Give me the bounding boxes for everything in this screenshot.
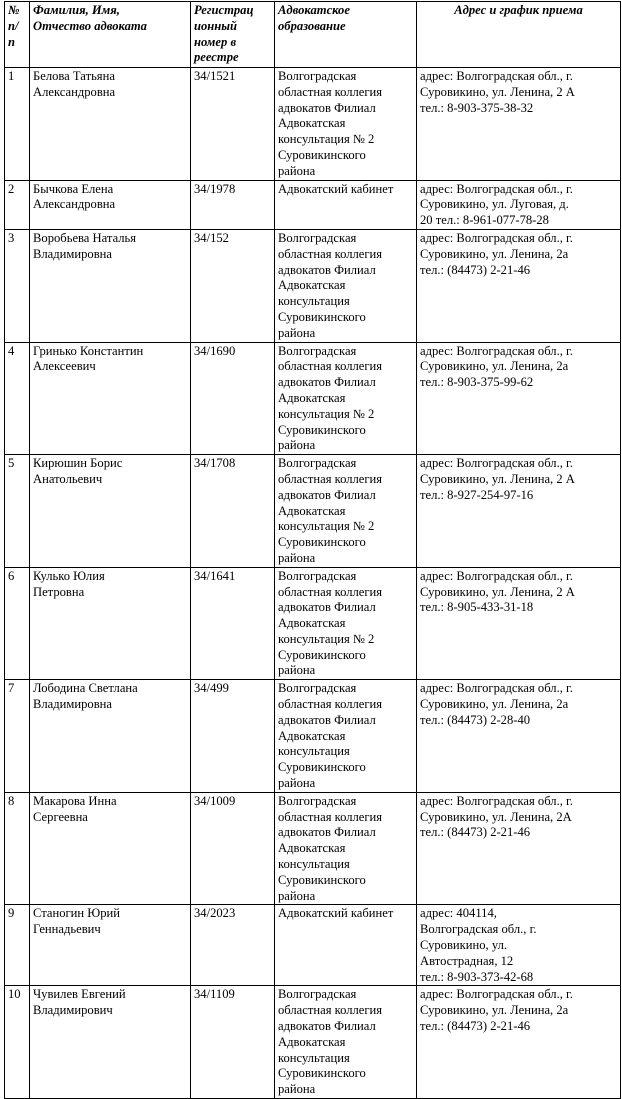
- row-reg: 34/1641: [191, 567, 275, 680]
- row-name: Гринько Константин Алексеевич: [30, 342, 191, 455]
- row-name: Кирюшин Борис Анатольевич: [30, 455, 191, 568]
- row-num: 10: [5, 986, 30, 1099]
- table-row: [5, 680, 621, 793]
- row-name: Белова Татьяна Александровна: [30, 68, 191, 181]
- header-name: Фамилия, Имя, Отчество адвоката: [30, 2, 191, 68]
- row-org: Волгоградская областная коллегия адвокатов Филиал Адвокатская консультация № 2 Суровикинского района: [275, 567, 417, 680]
- row-org: Волгоградская областная коллегия адвокатов Филиал Адвокатская консультация Суровикинского района: [275, 680, 417, 793]
- table-row: [5, 342, 621, 455]
- row-num: 4: [5, 342, 30, 455]
- row-addr: адрес: Волгоградская обл., г. Суровикино, ул. Ленина, 2а тел.: (84473) 2-21-46: [417, 986, 621, 1099]
- header-reg: Регистрац ионный номер в реестре: [191, 2, 275, 68]
- row-reg: 34/1978: [191, 180, 275, 229]
- row-name: Воробьева Наталья Владимировна: [30, 229, 191, 342]
- table-row: [5, 455, 621, 568]
- row-name: Макарова Инна Сергеевна: [30, 792, 191, 905]
- table-row: [5, 986, 621, 1099]
- row-reg: 34/1708: [191, 455, 275, 568]
- row-num: 2: [5, 180, 30, 229]
- row-num: 1: [5, 68, 30, 181]
- table-row: [5, 792, 621, 905]
- row-reg: 34/152: [191, 229, 275, 342]
- table-row: [5, 229, 621, 342]
- row-addr: адрес: 404114, Волгоградская обл., г. Суровикино, ул. Автострадная, 12 тел.: 8-903-373-42-68: [417, 905, 621, 986]
- row-org: Волгоградская областная коллегия адвокатов Филиал Адвокатская консультация № 2 Суровикинского района: [275, 342, 417, 455]
- row-addr: адрес: Волгоградская обл., г. Суровикино, ул. Ленина, 2 А тел.: 8-905-433-31-18: [417, 567, 621, 680]
- row-reg: 34/1009: [191, 792, 275, 905]
- header-num: № п/ п: [5, 2, 30, 68]
- row-name: Бычкова Елена Александровна: [30, 180, 191, 229]
- row-org: Волгоградская областная коллегия адвокатов Филиал Адвокатская консультация Суровикинского района: [275, 229, 417, 342]
- row-org: Волгоградская областная коллегия адвокатов Филиал Адвокатская консультация № 2 Суровикинского района: [275, 455, 417, 568]
- row-reg: 34/2023: [191, 905, 275, 986]
- row-org: Волгоградская областная коллегия адвокатов Филиал Адвокатская консультация Суровикинского района: [275, 986, 417, 1099]
- lawyers-table: [4, 1, 621, 1099]
- table-row: [5, 567, 621, 680]
- table-row: [5, 180, 621, 229]
- row-num: 6: [5, 567, 30, 680]
- row-name: Кулько Юлия Петровна: [30, 567, 191, 680]
- row-org: Волгоградская областная коллегия адвокатов Филиал Адвокатская консультация Суровикинского района: [275, 792, 417, 905]
- header-addr: Адрес и график приема: [417, 2, 621, 68]
- row-num: 5: [5, 455, 30, 568]
- row-name: Чувилев Евгений Владимирович: [30, 986, 191, 1099]
- table-row: [5, 905, 621, 986]
- row-org: Адвокатский кабинет: [275, 180, 417, 229]
- row-addr: адрес: Волгоградская обл., г. Суровикино, ул. Ленина, 2а тел.: (84473) 2-21-46: [417, 229, 621, 342]
- row-reg: 34/1109: [191, 986, 275, 1099]
- row-org: Волгоградская областная коллегия адвокатов Филиал Адвокатская консультация № 2 Суровикинского района: [275, 68, 417, 181]
- row-reg: 34/1690: [191, 342, 275, 455]
- row-num: 9: [5, 905, 30, 986]
- row-name: Станогин Юрий Геннадьевич: [30, 905, 191, 986]
- row-org: Адвокатский кабинет: [275, 905, 417, 986]
- row-addr: адрес: Волгоградская обл., г. Суровикино, ул. Луговая, д. 20 тел.: 8-961-077-78-28: [417, 180, 621, 229]
- row-addr: адрес: Волгоградская обл., г. Суровикино, ул. Ленина, 2 А тел.: 8-903-375-38-32: [417, 68, 621, 181]
- row-num: 3: [5, 229, 30, 342]
- table-row: [5, 68, 621, 181]
- row-addr: адрес: Волгоградская обл., г. Суровикино, ул. Ленина, 2 А тел.: 8-927-254-97-16: [417, 455, 621, 568]
- header-row: [5, 2, 621, 68]
- row-addr: адрес: Волгоградская обл., г. Суровикино, ул. Ленина, 2а тел.: (84473) 2-28-40: [417, 680, 621, 793]
- row-addr: адрес: Волгоградская обл., г. Суровикино, ул. Ленина, 2а тел.: 8-903-375-99-62: [417, 342, 621, 455]
- header-org: Адвокатское образование: [275, 2, 417, 68]
- row-addr: адрес: Волгоградская обл., г. Суровикино, ул. Ленина, 2А тел.: (84473) 2-21-46: [417, 792, 621, 905]
- row-reg: 34/1521: [191, 68, 275, 181]
- row-num: 8: [5, 792, 30, 905]
- row-num: 7: [5, 680, 30, 793]
- row-reg: 34/499: [191, 680, 275, 793]
- row-name: Лободина Светлана Владимировна: [30, 680, 191, 793]
